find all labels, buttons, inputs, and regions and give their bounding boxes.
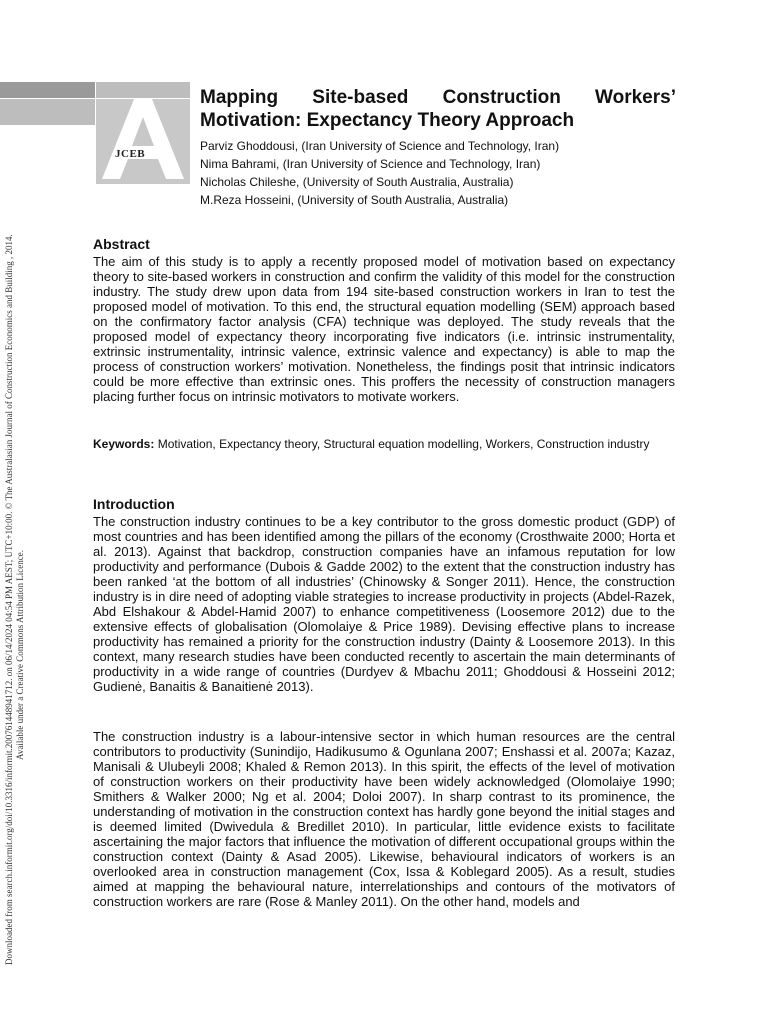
author-line: Nima Bahrami, (Iran University of Science and Technology, Iran)	[200, 157, 541, 171]
keywords-label: Keywords:	[93, 437, 155, 451]
journal-logo-a-icon	[96, 99, 190, 184]
article-title: Mapping Site-based Construction Workers’ Motivation: Expectancy Theory Approach	[200, 87, 676, 131]
download-notice-line-1: Downloaded from search.informit.org/doi/10.3316/informit.200761448941712. on 06/14/2024 04:54 PM AEST; UTC+10:00. © The Australasian Journal of Construction Economics and Building , 2014.	[4, 234, 14, 965]
introduction-heading: Introduction	[93, 496, 175, 512]
author-list	[200, 137, 680, 209]
download-notice-line-2: Available under a Creative Commons Attribution Licence.	[15, 549, 25, 760]
journal-logo-text: JCEB	[115, 148, 146, 160]
keywords	[93, 437, 675, 452]
introduction-paragraph-1: The construction industry continues to be a key contributor to the gross domestic product (GDP) of most countries and has been identified among the pillars of the economy (Crosthwaite 2000; Horta et al. 2013). Against that backdrop, construction companies have an infamous reputation for low productivity and performance (Dubois & Gadde 2002) to the extent that the construction industry has been ranked ‘at the bottom of all industries’ (Chinowsky & Songer 2011). Hence, the construction industry is in dire need of adopting viable strategies to increase productivity in projects (Abdel-Razek, Abd Elshakour & Abdel-Hamid 2007) to enhance competitiveness (Loosemore 2012) due to the extensive effects of globalisation (Olomolaiye & Price 1989). Devising effective plans to increase productivity has remained a priority for the construction industry (Dainty & Loosemore 2013). In this context, many research studies have been conducted recently to ascertain the main determinants of productivity in a wide range of countries (Durdyev & Mbachu 2011; Ghoddousi & Hosseini 2012; Gudienė, Banaitis & Banaitienė 2013).	[93, 514, 675, 694]
author-line: M.Reza Hosseini, (University of South Australia, Australia)	[200, 193, 509, 207]
keywords-text: Motivation, Expectancy theory, Structural equation modelling, Workers, Construction industry	[157, 437, 650, 451]
abstract-text: The aim of this study is to apply a recently proposed model of motivation based on expectancy theory to site-based workers in construction and confirm the validity of this model for the construction industry. The study drew upon data from 194 site-based construction workers in Iran to test the proposed model of motivation. To this end, the structural equation modelling (SEM) approach based on the confirmatory factor analysis (CFA) technique was deployed. The study reveals that the proposed model of expectancy theory incorporating five indicators (i.e. intrinsic instrumentality, extrinsic instrumentality, intrinsic valence, extrinsic valence and expectancy) is able to map the process of construction workers’ motivation. Nonetheless, the findings posit that intrinsic indicators could be more effective than extrinsic ones. This proffers the necessity of construction managers placing further focus on intrinsic motivators to motivate workers.	[93, 254, 675, 404]
abstract-heading: Abstract	[93, 236, 150, 252]
introduction-paragraph-2: The construction industry is a labour-intensive sector in which human resources are the central contributors to productivity (Sunindijo, Hadikusumo & Ogunlana 2007; Enshassi et al. 2007a; Kazaz, Manisali & Ulubeyli 2008; Khaled & Remon 2013). In this spirit, the effects of the level of motivation of construction workers on their productivity have been widely acknowledged (Olomolaiye 1990; Smithers & Walker 2000; Ng et al. 2004; Doloi 2007). In sharp contrast to its prominence, the understanding of motivation in the construction context has hardly gone beyond the initial stages and is deemed limited (Dwivedula & Bredillet 2010). In particular, little evidence exists to facilitate ascertaining the major factors that influence the motivation of different occupational groups within the construction context (Dainty & Asad 2005). Likewise, behavioural indicators of workers is an overlooked area in construction management (Cox, Issa & Koblegard 2005). As a result, studies aimed at mapping the behavioural nature, interrelationships and contours of the motivators of construction workers are rare (Rose & Manley 2011). On the other hand, models and	[93, 729, 675, 909]
author-line: Nicholas Chileshe, (University of South Australia, Australia)	[200, 175, 514, 189]
author-line: Parviz Ghoddousi, (Iran University of Science and Technology, Iran)	[200, 139, 560, 153]
